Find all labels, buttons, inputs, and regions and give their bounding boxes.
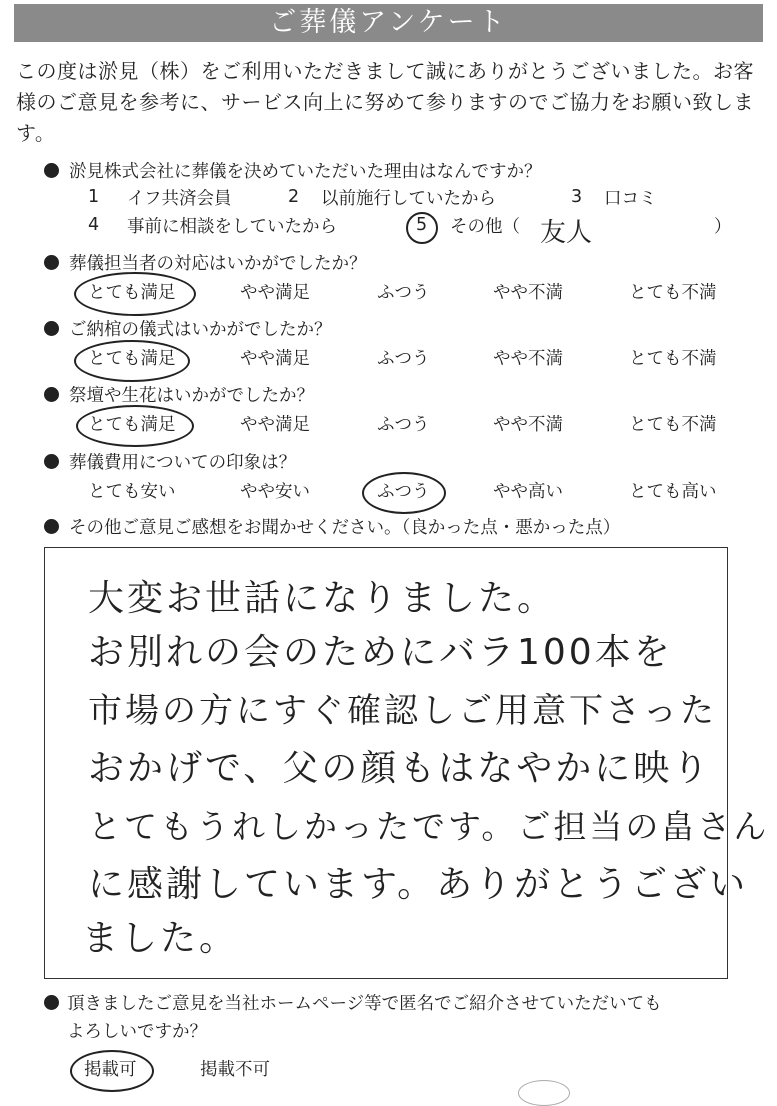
- question-1: [44, 160, 542, 184]
- bullet-icon: [44, 163, 59, 178]
- comment-line: とてもうれしかったです。ご担当の畠さん: [88, 807, 770, 846]
- q1-option-3-num: 3: [571, 187, 583, 207]
- q1-option-5[interactable]: その他（: [450, 217, 520, 237]
- q1-option-3[interactable]: 口コミ: [604, 189, 657, 209]
- q3-option-5[interactable]: とても不満: [629, 349, 717, 369]
- q5-option-5[interactable]: とても高い: [629, 482, 717, 502]
- bullet-icon: [44, 995, 59, 1010]
- q2-option-5[interactable]: とても不満: [629, 283, 717, 303]
- q7-option-1[interactable]: 掲載可: [84, 1060, 137, 1080]
- q2-option-2[interactable]: やや満足: [240, 283, 310, 303]
- q1-other-answer[interactable]: 友人: [540, 218, 593, 248]
- question-4-text: 祭壇や生花はいかがでしたか？: [69, 386, 314, 406]
- question-5: [44, 451, 296, 475]
- q4-option-5[interactable]: とても不満: [629, 415, 717, 435]
- bullet-icon: [44, 519, 59, 534]
- question-1-text: 淤見株式会社に葬儀を決めていただいた理由はなんですか？: [69, 162, 542, 182]
- q1-close-paren: ）: [714, 217, 732, 237]
- question-5-text: 葬儀費用についての印象は？: [69, 453, 297, 473]
- q3-option-4[interactable]: やや不満: [493, 349, 563, 369]
- comment-line: お別れの会のためにバラ100本を: [88, 632, 673, 673]
- q1-selected-circle: [406, 212, 438, 244]
- q1-option-5-num: 5: [416, 215, 428, 235]
- q5-option-4[interactable]: やや高い: [493, 482, 563, 502]
- q1-option-4-num: 4: [88, 215, 100, 235]
- q5-option-1[interactable]: とても安い: [88, 482, 176, 502]
- q3-option-2[interactable]: やや満足: [240, 349, 310, 369]
- bullet-icon: [44, 321, 59, 336]
- question-6-text: その他ご意見ご感想をお聞かせください。（良かった点・悪かった点）: [69, 518, 621, 538]
- comment-line: ました。: [82, 918, 239, 959]
- comment-line: おかげで、父の顔もはなやかに映り: [88, 748, 712, 789]
- q2-option-1[interactable]: とても満足: [88, 283, 176, 303]
- q3-option-1[interactable]: とても満足: [88, 349, 176, 369]
- question-7-text-line1: 頂きましたご意見を当社ホームページ等で匿名でご紹介させていただいても: [67, 994, 662, 1014]
- question-3: [44, 318, 332, 342]
- question-4: [44, 384, 314, 408]
- bullet-icon: [44, 255, 59, 270]
- bullet-icon: [44, 387, 59, 402]
- question-7: [44, 990, 764, 1046]
- question-2-text: 葬儀担当者の対応はいかがでしたか？: [69, 254, 367, 274]
- q4-option-1[interactable]: とても満足: [88, 415, 176, 435]
- q5-option-3[interactable]: ふつう: [377, 482, 430, 502]
- comment-line: 市場の方にすぐ確認しご用意下さった: [88, 691, 717, 731]
- q3-option-3[interactable]: ふつう: [377, 349, 430, 369]
- intro-text: この度は淤見（株）をご利用いただきまして誠にありがとうございました。お客様のご意見を参考に、サービス向上に努めて参りますのでご協力をお願い致します。: [16, 59, 754, 145]
- comment-line: 大変お世話になりました。: [88, 578, 557, 619]
- q4-option-2[interactable]: やや満足: [240, 415, 310, 435]
- page-title: ご葬儀アンケート: [14, 4, 763, 42]
- comment-line: に感謝しています。ありがとうござい: [88, 864, 749, 905]
- q2-option-3[interactable]: ふつう: [377, 283, 430, 303]
- q5-option-2[interactable]: やや安い: [240, 482, 310, 502]
- q2-option-4[interactable]: やや不満: [493, 283, 563, 303]
- question-7-text-line2: よろしいですか？: [67, 1022, 207, 1042]
- q1-option-1[interactable]: イフ共済会員: [127, 189, 232, 209]
- q7-option-2[interactable]: 掲載不可: [200, 1060, 270, 1080]
- q1-option-2-num: 2: [288, 187, 300, 207]
- q4-option-3[interactable]: ふつう: [377, 415, 430, 435]
- question-2: [44, 252, 367, 276]
- question-6: [44, 516, 620, 540]
- q1-option-4[interactable]: 事前に相談をしていたから: [127, 217, 337, 237]
- q1-option-2[interactable]: 以前施行していたから: [321, 189, 496, 209]
- bullet-icon: [44, 454, 59, 469]
- page-mark: [518, 1080, 570, 1106]
- q4-option-4[interactable]: やや不満: [493, 415, 563, 435]
- question-3-text: ご納棺の儀式はいかがでしたか？: [69, 320, 332, 340]
- q1-option-1-num: 1: [88, 187, 100, 207]
